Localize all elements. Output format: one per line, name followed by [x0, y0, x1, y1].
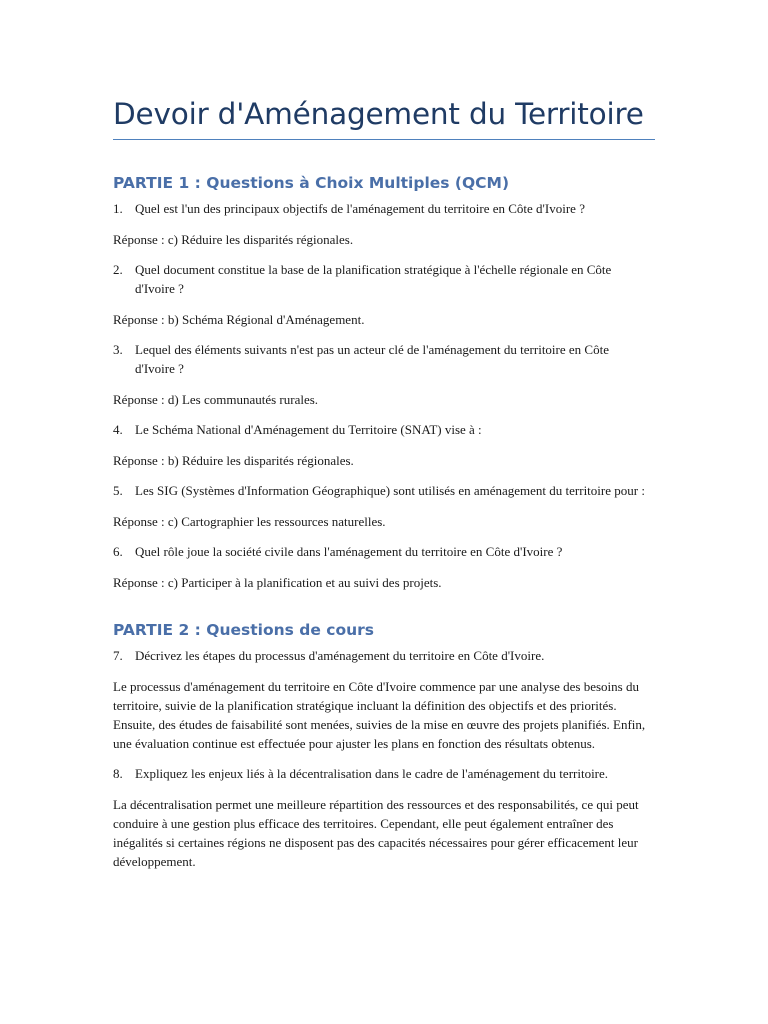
question-text: Quel est l'un des principaux objectifs de l'aménagement du territoire en Côte d'Ivoire ?: [135, 201, 585, 216]
section-heading-partie-1: PARTIE 1 : Questions à Choix Multiples (QCM): [113, 174, 510, 192]
question-number: 2.: [113, 262, 123, 277]
question-text: Le Schéma National d'Aménagement du Territoire (SNAT) vise à :: [135, 422, 482, 437]
question-text: Les SIG (Systèmes d'Information Géographique) sont utilisés en aménagement du territoire pour :: [135, 483, 645, 498]
question-number: 3.: [113, 342, 123, 357]
question-item: [113, 260, 658, 298]
title-underline: [113, 139, 655, 140]
question-item: [113, 542, 658, 561]
section-heading-partie-2: PARTIE 2 : Questions de cours: [113, 621, 374, 639]
question-text: Quel rôle joue la société civile dans l'aménagement du territoire en Côte d'Ivoire ?: [135, 544, 563, 559]
question-number: 5.: [113, 483, 123, 498]
answer-text: Réponse : b) Schéma Régional d'Aménagement.: [113, 312, 365, 327]
answer-paragraph: Le processus d'aménagement du territoire en Côte d'Ivoire commence par une analyse des besoins du territoire, suivie de la planification stratégique incluant la définition des objectifs et des priorités. Ensuite, des études de faisabilité sont menées, suivies de la mise en œuvre des projets planifiés. Enfin, une évaluation continue est effectuée pour ajuster les plans en fonction des résultats obtenus.: [113, 679, 646, 751]
question-number: 8.: [113, 766, 123, 781]
question-text: Décrivez les étapes du processus d'aménagement du territoire en Côte d'Ivoire.: [135, 648, 545, 663]
answer-paragraph: La décentralisation permet une meilleure répartition des ressources et des responsabilités, ce qui peut conduire à une gestion plus efficace des territoires. Cependant, elle peut également entraîner des inégalités si certaines régions ne disposent pas des capacités nécessaires pour gérer efficacement leur développement.: [113, 797, 639, 869]
question-item: [113, 340, 658, 378]
question-number: 6.: [113, 544, 123, 559]
question-number: 7.: [113, 648, 123, 663]
question-item: [113, 420, 658, 439]
question-number: 4.: [113, 422, 123, 437]
question-item: [113, 481, 658, 500]
answer-text: Réponse : c) Participer à la planification et au suivi des projets.: [113, 575, 442, 590]
question-number: 1.: [113, 201, 123, 216]
answer-text: Réponse : c) Cartographier les ressources naturelles.: [113, 514, 386, 529]
document-content: [113, 94, 658, 871]
answer-text: Réponse : c) Réduire les disparités régionales.: [113, 232, 354, 247]
question-text: Quel document constitue la base de la planification stratégique à l'échelle régionale en Côte d'Ivoire ?: [135, 262, 612, 296]
question-text: Lequel des éléments suivants n'est pas un acteur clé de l'aménagement du territoire en Côte d'Ivoire ?: [135, 342, 609, 376]
question-item: [113, 199, 658, 218]
question-item: [113, 646, 658, 665]
question-text: Expliquez les enjeux liés à la décentralisation dans le cadre de l'aménagement du territoire.: [135, 766, 609, 781]
question-item: [113, 764, 658, 783]
answer-text: Réponse : b) Réduire les disparités régionales.: [113, 453, 354, 468]
document-title: Devoir d'Aménagement du Territoire: [113, 97, 644, 131]
answer-text: Réponse : d) Les communautés rurales.: [113, 392, 319, 407]
